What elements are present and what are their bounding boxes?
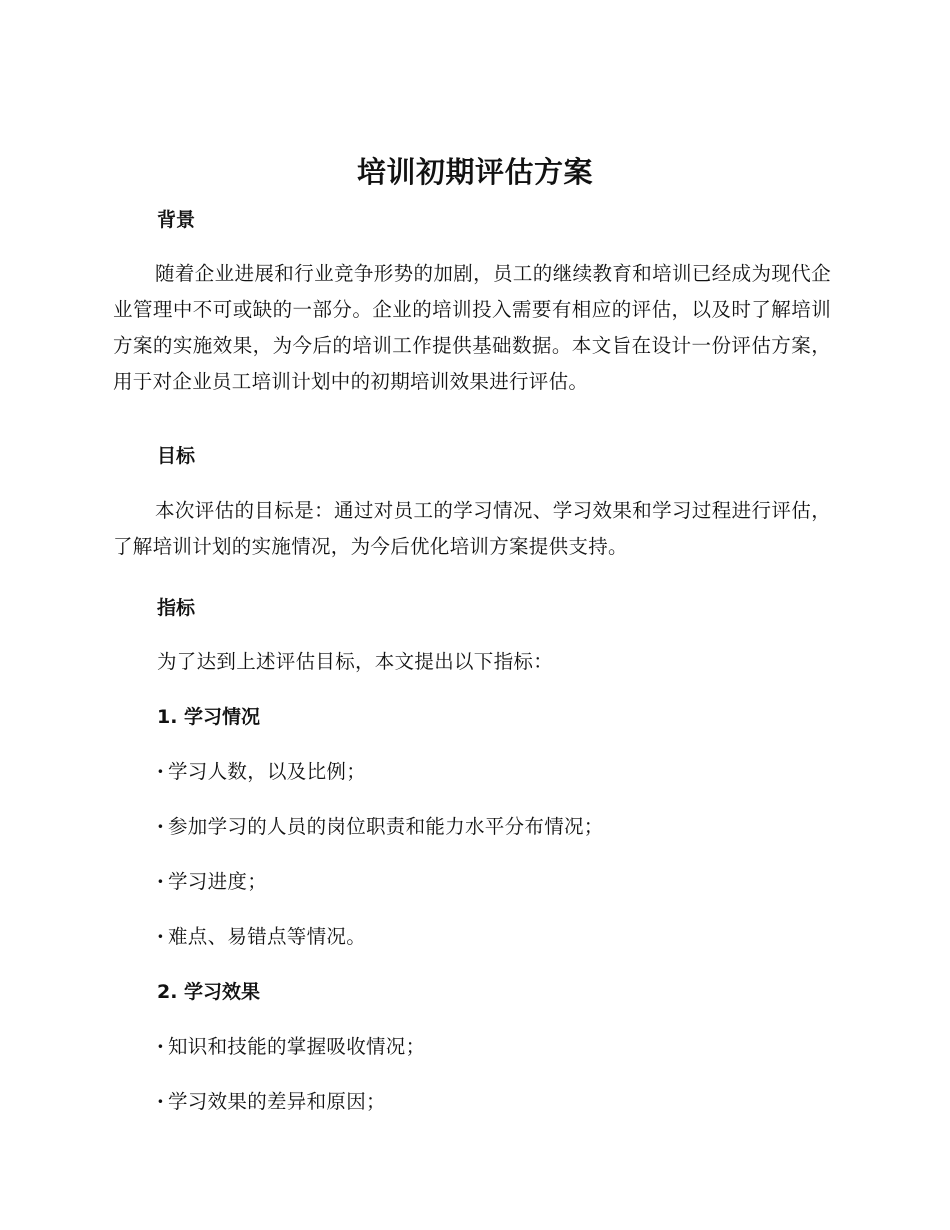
bullet-icon: ·: [157, 1090, 165, 1113]
goal-paragraph: 本次评估的目标是：通过对员工的学习情况、学习效果和学习过程进行评估，了解培训计划的实施情况，为今后优化培训方案提供支持。: [113, 499, 831, 558]
list-item-text: 学习效果的差异和原因；: [168, 1090, 386, 1113]
list-item: [157, 869, 267, 895]
list-item: [157, 814, 604, 840]
list-item: [157, 759, 366, 785]
section-heading-goal: 目标: [157, 445, 196, 467]
list-item: [157, 1089, 386, 1115]
list-item-text: 参加学习的人员的岗位职责和能力水平分布情况；: [168, 815, 604, 838]
list-item: [157, 1034, 425, 1060]
list-item-text: 知识和技能的掌握吸收情况；: [168, 1035, 426, 1058]
bullet-icon: ·: [157, 870, 165, 893]
section-heading-background: 背景: [157, 209, 196, 231]
list-item: [157, 924, 366, 950]
list-item-text: 学习人数，以及比例；: [168, 760, 367, 783]
document-title: 培训初期评估方案: [356, 155, 593, 189]
section-heading-indicators: 指标: [157, 597, 196, 619]
indicator-group-heading-1: 1. 学习情况: [157, 706, 261, 728]
indicator-group-heading-2: 2. 学习效果: [157, 981, 261, 1003]
list-item-text: 学习进度；: [168, 870, 268, 893]
list-item-text: 难点、易错点等情况。: [168, 925, 367, 948]
bullet-icon: ·: [157, 760, 165, 783]
bullet-icon: ·: [157, 925, 165, 948]
indicators-intro: 为了达到上述评估目标，本文提出以下指标：: [157, 650, 554, 673]
background-paragraph: 随着企业进展和行业竞争形势的加剧，员工的继续教育和培训已经成为现代企业管理中不可或缺的一部分。企业的培训投入需要有相应的评估，以及时了解培训方案的实施效果，为今后的培训工作提供基础数据。本文旨在设计一份评估方案，用于对企业员工培训计划中的初期培训效果进行评估。: [113, 262, 831, 393]
bullet-icon: ·: [157, 815, 165, 838]
bullet-icon: ·: [157, 1035, 165, 1058]
